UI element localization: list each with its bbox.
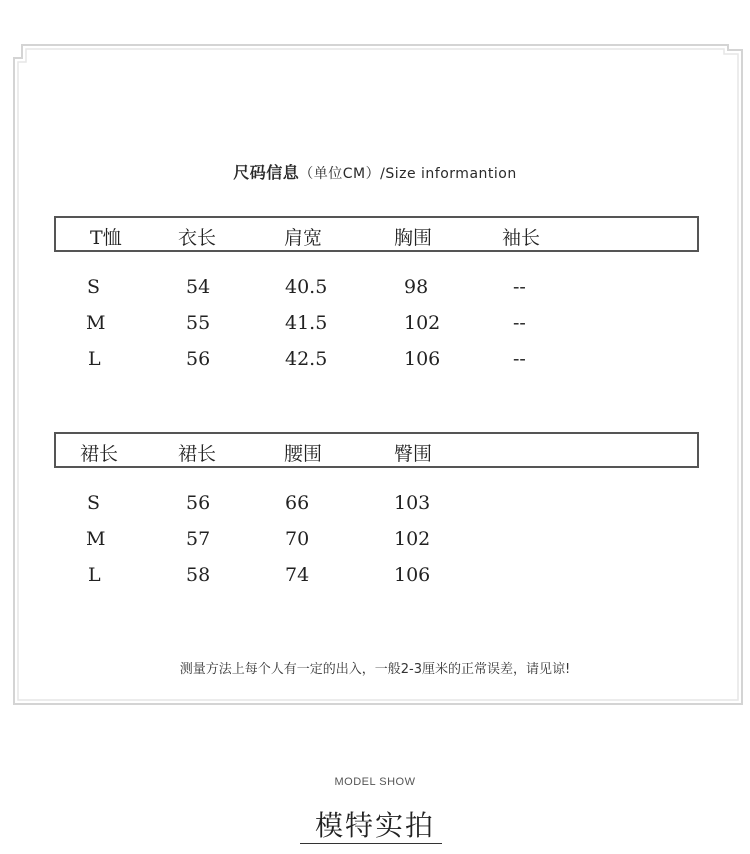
model-show-heading: 模特实拍: [314, 809, 435, 842]
size-cell: S: [87, 492, 101, 514]
size-cell: M: [86, 312, 106, 334]
header-cell: 腰围: [284, 443, 323, 465]
header-cell: 胸围: [394, 227, 433, 249]
value-cell: --: [513, 276, 526, 298]
value-cell: 41.5: [285, 312, 328, 334]
header-cell: 臀围: [394, 443, 433, 465]
header-cell: 衣长: [178, 227, 217, 249]
header-cell: 肩宽: [284, 227, 323, 249]
title-main: 尺码信息: [233, 163, 300, 182]
top-table-header: [54, 216, 699, 252]
value-cell: 55: [186, 312, 211, 334]
bottom-table-header: [54, 432, 699, 468]
size-cell: S: [87, 276, 101, 298]
size-info-title: [0, 160, 750, 183]
value-cell: 66: [285, 492, 310, 514]
header-cell: T恤: [90, 227, 122, 249]
heading-underline: [300, 843, 442, 844]
value-cell: 57: [186, 528, 211, 550]
value-cell: 40.5: [285, 276, 328, 298]
value-cell: 103: [394, 492, 431, 514]
size-cell: M: [86, 528, 106, 550]
value-cell: --: [513, 312, 526, 334]
measurement-note: 测量方法上每个人有一定的出入，一般2-3厘米的正常误差，请见谅!: [179, 662, 571, 677]
size-cell: L: [88, 348, 101, 370]
value-cell: --: [513, 348, 526, 370]
value-cell: 102: [394, 528, 431, 550]
value-cell: 106: [394, 564, 431, 586]
value-cell: 54: [186, 276, 211, 298]
value-cell: 74: [285, 564, 310, 586]
header-cell: 裙长: [178, 443, 217, 465]
value-cell: 58: [186, 564, 211, 586]
title-sub: （单位CM）/Size informantion: [299, 166, 517, 182]
value-cell: 56: [186, 348, 211, 370]
header-cell: 裙长: [80, 443, 119, 465]
model-show-label: MODEL SHOW: [334, 776, 416, 788]
value-cell: 106: [404, 348, 441, 370]
value-cell: 70: [285, 528, 310, 550]
value-cell: 42.5: [285, 348, 328, 370]
value-cell: 56: [186, 492, 211, 514]
value-cell: 98: [404, 276, 429, 298]
value-cell: 102: [404, 312, 441, 334]
header-cell: 袖长: [502, 227, 541, 249]
size-cell: L: [88, 564, 101, 586]
